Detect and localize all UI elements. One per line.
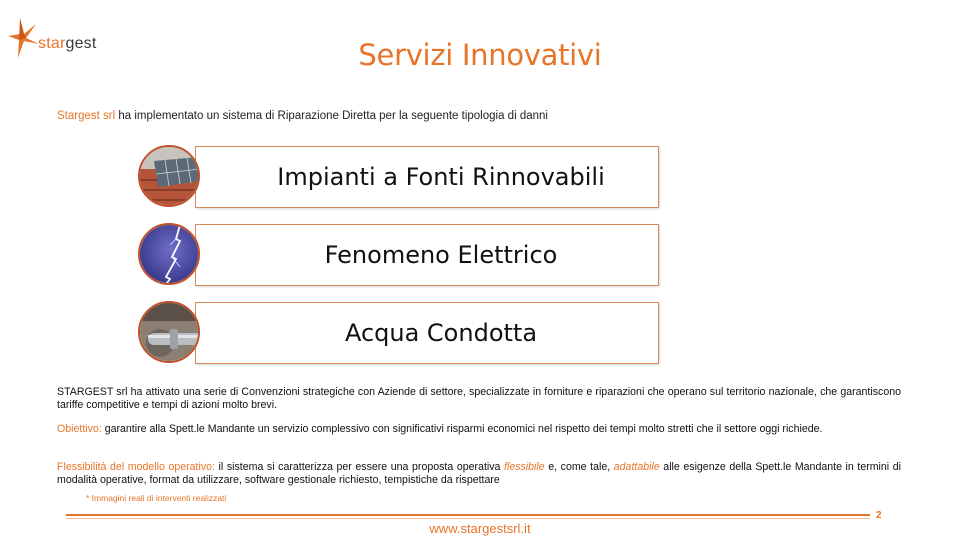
logo-wordmark: stargest (38, 35, 97, 52)
footer-divider-secondary (66, 518, 870, 519)
water-pipe-photo (138, 301, 200, 363)
website-link[interactable]: www.stargestsrl.it (429, 521, 531, 536)
intro-text: Stargest srl ha implementato un sistema di Riparazione Diretta per la seguente tipologia di danni (57, 110, 548, 122)
footer-divider (66, 514, 870, 516)
service-box-water (195, 302, 659, 364)
intro-company: Stargest srl (57, 110, 116, 122)
service-label: Impianti a Fonti Rinnovabili (277, 163, 605, 191)
paragraph-flexibility: Flessibilità del modello operativo: il sistema si caratterizza per essere una proposta operativa flessibile e, come tale, adattabile alle esigenze della Spett.le Mandante in termini di modalità operative, format da utilizzare, software gestionale richiesto, tempistiche da rispettare (57, 461, 901, 486)
service-label: Fenomeno Elettrico (324, 241, 558, 269)
service-box-electrical (195, 224, 659, 286)
objective-label: Obiettivo: (57, 423, 102, 435)
paragraph-conventions: STARGEST srl ha attivato una serie di Convenzioni strategiche con Aziende di settore, specializzate in forniture e riparazioni che operano sul territorio nazionale, che garantiscono tariffe competitive e tempi di azioni molto brevi. (57, 386, 901, 411)
flexibility-label: Flessibilità del modello operativo: (57, 461, 215, 473)
flessibile-emphasis: flessibile (504, 461, 545, 473)
page-title: Servizi Innovativi (358, 38, 602, 72)
footnote: * Immagini reali di interventi realizzati (86, 493, 227, 503)
solar-panel-photo (138, 145, 200, 207)
lightning-photo (138, 223, 200, 285)
adattabile-emphasis: adattabile (613, 461, 660, 473)
page-number: 2 (876, 510, 882, 521)
paragraph-objective: Obiettivo: garantire alla Spett.le Mandante un servizio complessivo con significativi risparmi economici nel rispetto dei tempi molto stretti che il settore oggi richiede. (57, 423, 823, 435)
service-box-renewables (195, 146, 659, 208)
service-label: Acqua Condotta (344, 319, 538, 347)
